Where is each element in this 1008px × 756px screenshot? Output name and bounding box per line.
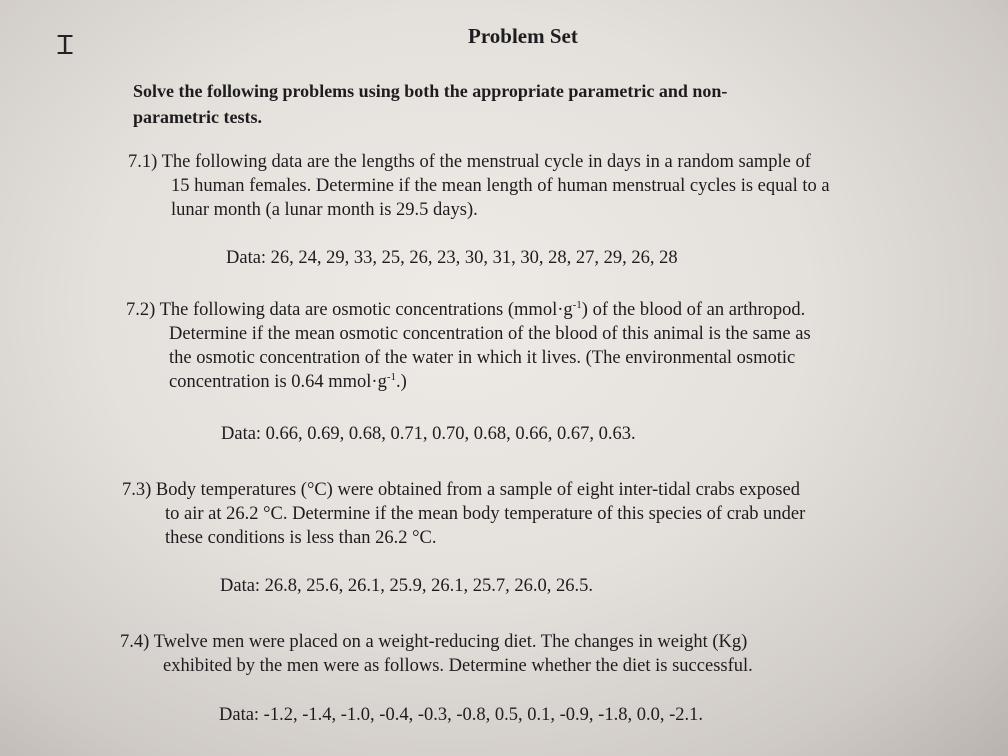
problem-7-1-data: Data: 26, 24, 29, 33, 25, 26, 23, 30, 31, 30, 28, 27, 29, 26, 28 [226,248,678,268]
problem-7-4 [120,630,753,678]
problem-7-2 [126,298,811,394]
problem-text-line: 15 human females. Determine if the mean length of human menstrual cycles is equal to a [171,176,830,196]
problem-text-line: lunar month (a lunar month is 29.5 days). [171,200,478,220]
text-cursor-icon: Ꮖ [57,31,75,61]
problem-text-line: 7.4) Twelve men were placed on a weight-reducing diet. The changes in weight (Kg) [120,632,748,652]
problem-text-line: Determine if the mean osmotic concentration of the blood of this animal is the same as [169,324,811,344]
instructions [133,78,853,130]
problem-7-1 [128,150,830,222]
problem-7-3 [122,478,805,550]
problem-7-4-data: Data: -1.2, -1.4, -1.0, -0.4, -0.3, -0.8, 0.5, 0.1, -0.9, -1.8, 0.0, -2.1. [219,705,704,725]
instructions-line-2: parametric tests. [133,107,262,127]
instructions-line-1: Solve the following problems using both the appropriate parametric and non- [133,81,728,101]
problem-text-line: concentration is 0.64 $mmol\cdot g^{-1}$.) [169,370,407,392]
problem-text-line: the osmotic concentration of the water in which it lives. (The environmental osmotic [169,348,796,368]
problem-text-line: exhibited by the men were as follows. Determine whether the diet is successful. [163,656,753,676]
problem-text-line: these conditions is less than 26.2 °C. [165,528,437,548]
problem-text-line: 7.2) The following data are osmotic concentrations $(mmol\cdot g^{-1})$ of the blood of an arthropod. [126,298,806,320]
problem-7-3-data: Data: 26.8, 25.6, 26.1, 25.9, 26.1, 25.7, 26.0, 26.5. [220,576,594,596]
problem-text-line: 7.3) Body temperatures (°C) were obtained from a sample of eight inter-tidal crabs exposed [122,480,800,500]
page-title: Problem Set [468,24,578,48]
problem-text-line: 7.1) The following data are the lengths of the menstrual cycle in days in a random sample of [128,152,811,172]
problem-text-line: to air at 26.2 °C. Determine if the mean body temperature of this species of crab under [165,504,806,524]
problem-7-2-data: Data: 0.66, 0.69, 0.68, 0.71, 0.70, 0.68, 0.66, 0.67, 0.63. [221,424,636,444]
